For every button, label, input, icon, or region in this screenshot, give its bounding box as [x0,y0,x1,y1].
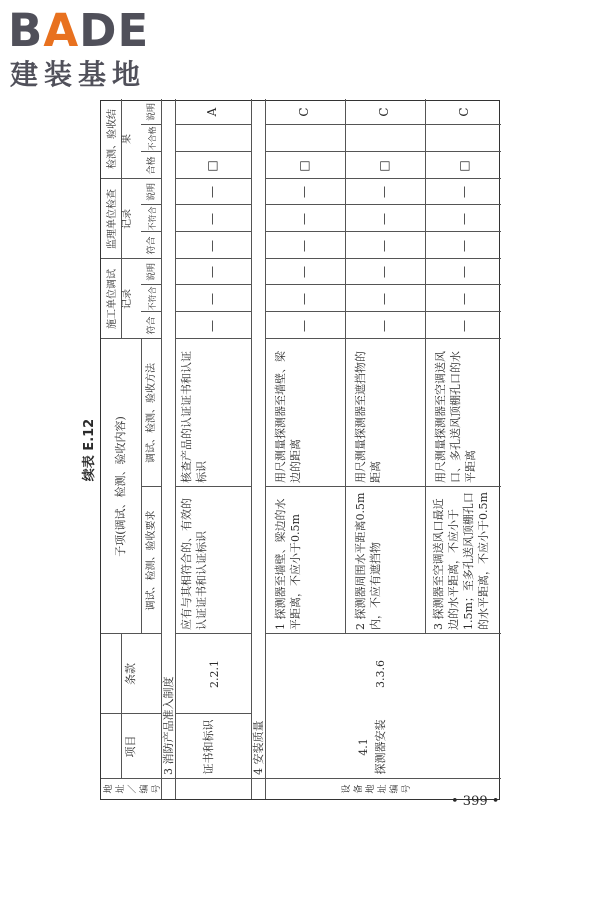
row3-supervision-unfit: — [377,213,391,225]
header-clause: 条款 [124,663,137,685]
row2-pass-checkbox[interactable]: □ [297,160,311,172]
row2-construction-fit: — [297,320,311,332]
rotated-table-page [82,100,500,800]
row4-supervision-fit: — [457,240,471,252]
row1-pass-checkbox[interactable]: □ [205,160,219,172]
group-clause: 3.3.6 [374,660,387,688]
header-fail: 不合格 [148,126,157,151]
row2-supervision-note: — [297,186,311,198]
header-fit-1: 符合 [147,316,157,335]
group-item: 探测器安装 [374,719,387,775]
header-item: 项目 [124,735,137,758]
header-unfit-1: 不符合 [148,286,157,311]
logo-subtitle: 建装基地 [10,58,147,91]
header-note-1: 说明 [147,263,157,282]
row1-result-note: A [205,107,219,117]
group-item-number: 4.1 [357,738,370,756]
row3-construction-unfit: — [377,293,391,305]
row2-supervision-unfit: — [297,213,311,225]
row2-supervision-fit: — [297,240,311,252]
row3-construction-fit: — [377,320,391,332]
table-caption: 续表 E.12 [82,418,97,482]
row1-clause: 2.2.1 [208,660,221,688]
header-fit-2: 符合 [147,236,157,255]
header-method: 调试、检测、验收方法 [146,363,157,463]
row4-construction-fit: — [457,320,471,332]
row2-method: 用尺测量探测器至墙壁、梁边的距离 [274,351,302,483]
row4-pass-checkbox[interactable]: □ [457,160,471,172]
section-install-quality: 4 安装质量 [252,720,265,775]
row4-requirement: 3 探测器至空调送风口最近边的水平距离，不应小于1.5m；至多孔送风顶棚孔口的水平距离，不应小于0.5m [432,492,490,630]
row1-method: 核查产品的认证证书和认证标识 [180,351,208,483]
row4-result-note: C [457,107,471,117]
row3-result-note: C [377,107,391,117]
acceptance-table [100,100,500,800]
row1-construction-fit: — [205,320,219,332]
header-requirement: 调试、检测、验收要求 [146,510,157,611]
row2-result-note: C [297,107,311,117]
row4-construction-note: — [457,266,471,278]
row1-supervision-fit: — [205,240,219,252]
row3-construction-note: — [377,266,391,278]
header-supervision: 监理单位检查记录 [107,189,133,249]
brand-logo [8,6,178,96]
row4-supervision-note: — [457,186,471,198]
row4-construction-unfit: — [457,293,471,305]
row1-item: 证书和标识 [202,719,215,775]
row3-method: 用尺测量探测器至遮挡物的距离 [354,351,382,483]
section-product-admission: 3 消防产品准入制度 [162,676,175,775]
row3-pass-checkbox[interactable]: □ [377,160,391,172]
row2-construction-note: — [297,266,311,278]
header-note-2: 说明 [147,183,157,202]
row2-requirement: 1 探测器至墙壁、梁边的水平距离，不应小于0.5m [274,498,302,630]
row1-requirement: 应有与其相符合的、有效的认证证书和认证标识 [180,498,208,630]
row2-construction-unfit: — [297,293,311,305]
row1-construction-note: — [205,266,219,278]
row1-supervision-unfit: — [205,213,219,225]
row3-supervision-fit: — [377,240,391,252]
row4-supervision-unfit: — [457,213,471,225]
row1-supervision-note: — [205,186,219,198]
row1-construction-unfit: — [205,293,219,305]
page-number: • 399 • [451,794,500,809]
row4-method: 用尺测量探测器至空调送风口、多孔送风顶棚孔口的水平距离 [434,351,477,483]
header-note-3: 说明 [147,103,157,122]
header-result: 检测、验收结果 [107,109,133,169]
row3-supervision-note: — [377,186,391,198]
header-subitem: 子项(调试、检测、验收内容) [114,416,127,557]
logo-wordmark: BADE [8,4,150,57]
header-address: 地址／编号 [104,784,162,794]
row3-requirement: 2 探测器周围水平距离0.5m内，不应有遮挡物 [354,492,382,630]
header-construction: 施工单位调试记录 [107,269,133,329]
header-pass: 合格 [147,156,157,175]
header-unfit-2: 不符合 [148,206,157,231]
group-address: 设备地址编号 [342,784,412,794]
